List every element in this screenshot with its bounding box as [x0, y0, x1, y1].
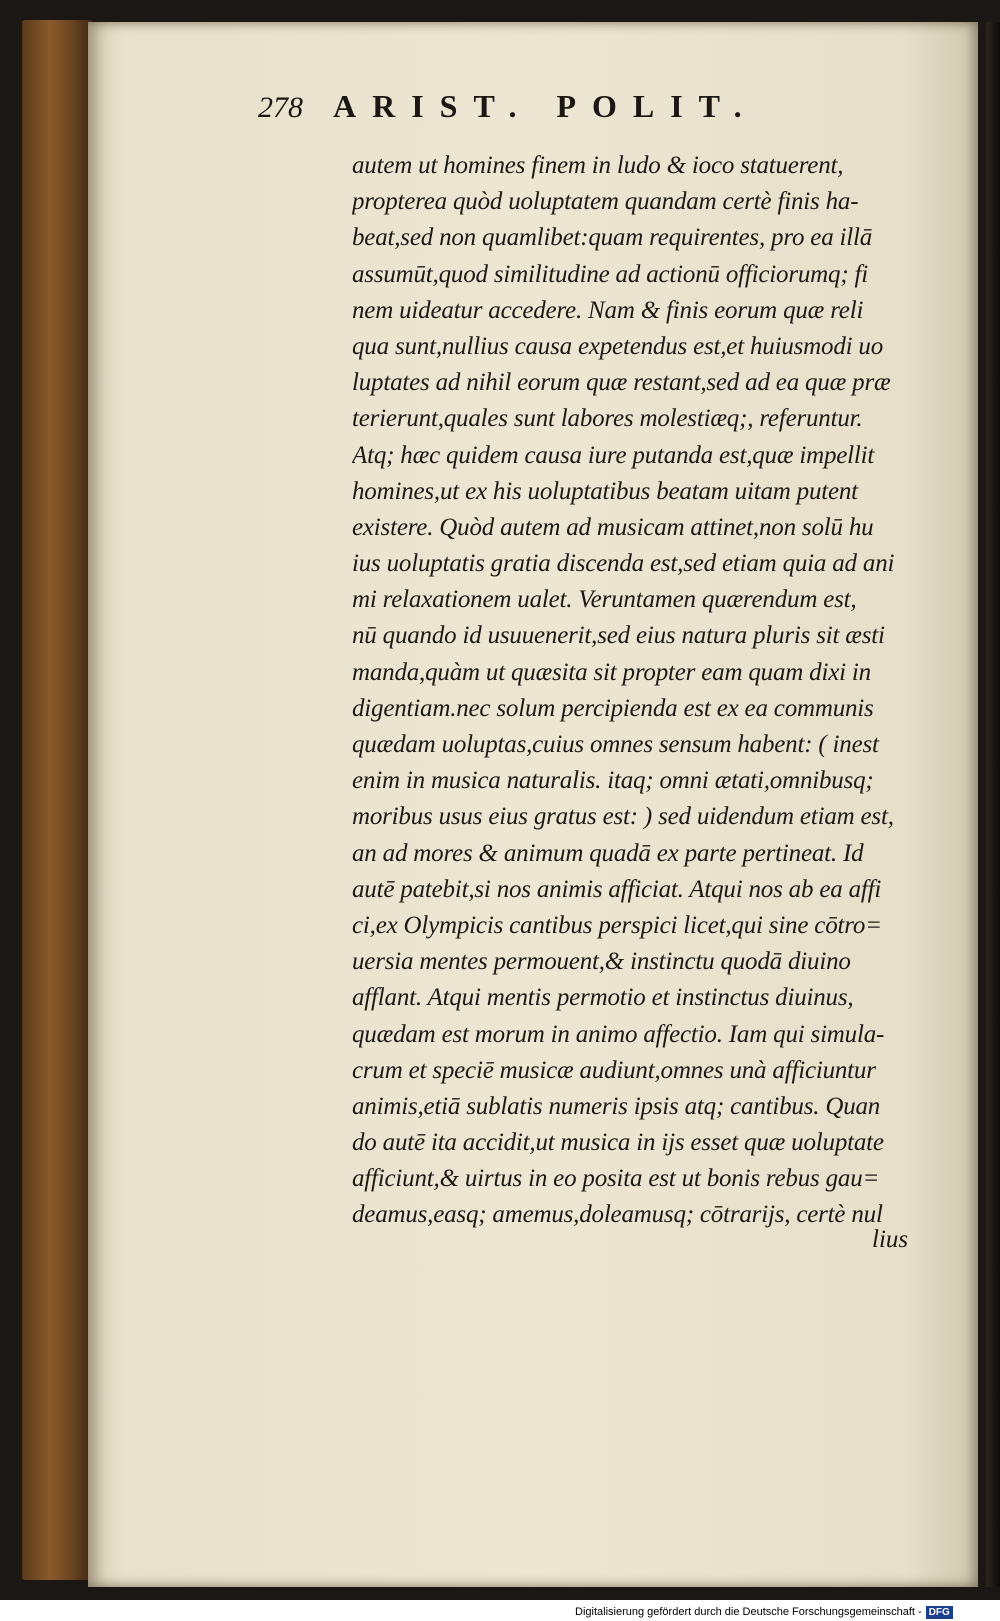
text-line: Atq; hæc quidem causa iure putanda est,quæ impellit: [352, 441, 875, 469]
text-line: uersia mentes permouent,& instinctu quodā diuino: [352, 948, 851, 976]
book-fore-edge: [22, 20, 92, 1580]
text-line: enim in musica naturalis. itaq; omni ætati,omnibusq;: [352, 767, 874, 795]
text-line: animis,etiā sublatis numeris ipsis atq; cantibus. Quan: [352, 1092, 881, 1120]
text-line: luptates ad nihil eorum quæ restant,sed ad ea quæ præ: [352, 369, 891, 397]
text-line: assumūt,quod similitudine ad actionū officiorumq; fi: [352, 260, 868, 288]
dfg-logo: DFG: [926, 1606, 953, 1619]
text-line: afflant. Atqui mentis permotio et instinctus diuinus,: [352, 984, 854, 1012]
body-text: [352, 148, 932, 1234]
text-line: mi relaxationem ualet. Veruntamen quærendum est,: [352, 586, 857, 614]
text-line: ius uoluptatis gratia discenda est,sed etiam quia ad ani: [352, 550, 895, 578]
catchword: lius: [872, 1226, 909, 1253]
text-line: moribus usus eius gratus est: ) sed uidendum etiam est,: [352, 803, 894, 831]
text-line: afficiunt,& uirtus in eo posita est ut bonis rebus gau=: [352, 1165, 880, 1193]
text-line: nū quando id usuuenerit,sed eius natura pluris sit æsti: [352, 622, 885, 650]
text-line: deamus,easq; amemus,doleamusq; cōtrarijs, certè nul: [352, 1201, 883, 1229]
text-line: do autē ita accidit,ut musica in ijs esset quæ uoluptate: [352, 1129, 884, 1157]
text-line: an ad mores & animum quadā ex parte pertineat. Id: [352, 839, 864, 867]
running-title: ARIST. POLIT.: [333, 88, 758, 124]
text-line: autē patebit,si nos animis afficiat. Atqui nos ab ea affi: [352, 875, 882, 903]
page-header: [258, 88, 858, 125]
text-line: quædam est morum in animo affectio. Iam qui simula-: [352, 1020, 885, 1048]
page-gutter-shadow: [986, 22, 1000, 1587]
text-line: manda,quàm ut quæsita sit propter eam quam dixi in: [352, 658, 871, 686]
digitization-credit: [575, 1604, 953, 1620]
text-line: autem ut homines finem in ludo & ioco statuerent,: [352, 152, 844, 179]
text-line: ci,ex Olympicis cantibus perspici licet,qui sine cōtro=: [352, 911, 882, 939]
text-line: existere. Quòd autem ad musicam attinet,non solū hu: [352, 513, 874, 541]
credit-text: Digitalisierung gefördert durch die Deutsche Forschungsgemeinschaft -: [575, 1606, 922, 1618]
text-line: propterea quòd uoluptatem quandam certè finis ha-: [352, 188, 859, 216]
page-number: 278: [258, 91, 303, 124]
text-line: qua sunt,nullius causa expetendus est,et huiusmodi uo: [352, 332, 884, 360]
text-line: crum et speciē musicæ audiunt,omnes unà afficiuntur: [352, 1056, 876, 1084]
text-line: terierunt,quales sunt labores molestiæq;, referuntur.: [352, 405, 863, 433]
text-line: homines,ut ex his uoluptatibus beatam uitam putent: [352, 477, 858, 505]
text-line: quædam uoluptas,cuius omnes sensum habent: ( inest: [352, 731, 879, 758]
text-line: beat,sed non quamlibet:quam requirentes, pro ea illā: [352, 224, 873, 252]
text-line: digentiam.nec solum percipienda est ex ea communis: [352, 694, 874, 722]
text-line: nem uideatur accedere. Nam & finis eorum quæ reli: [352, 296, 864, 324]
